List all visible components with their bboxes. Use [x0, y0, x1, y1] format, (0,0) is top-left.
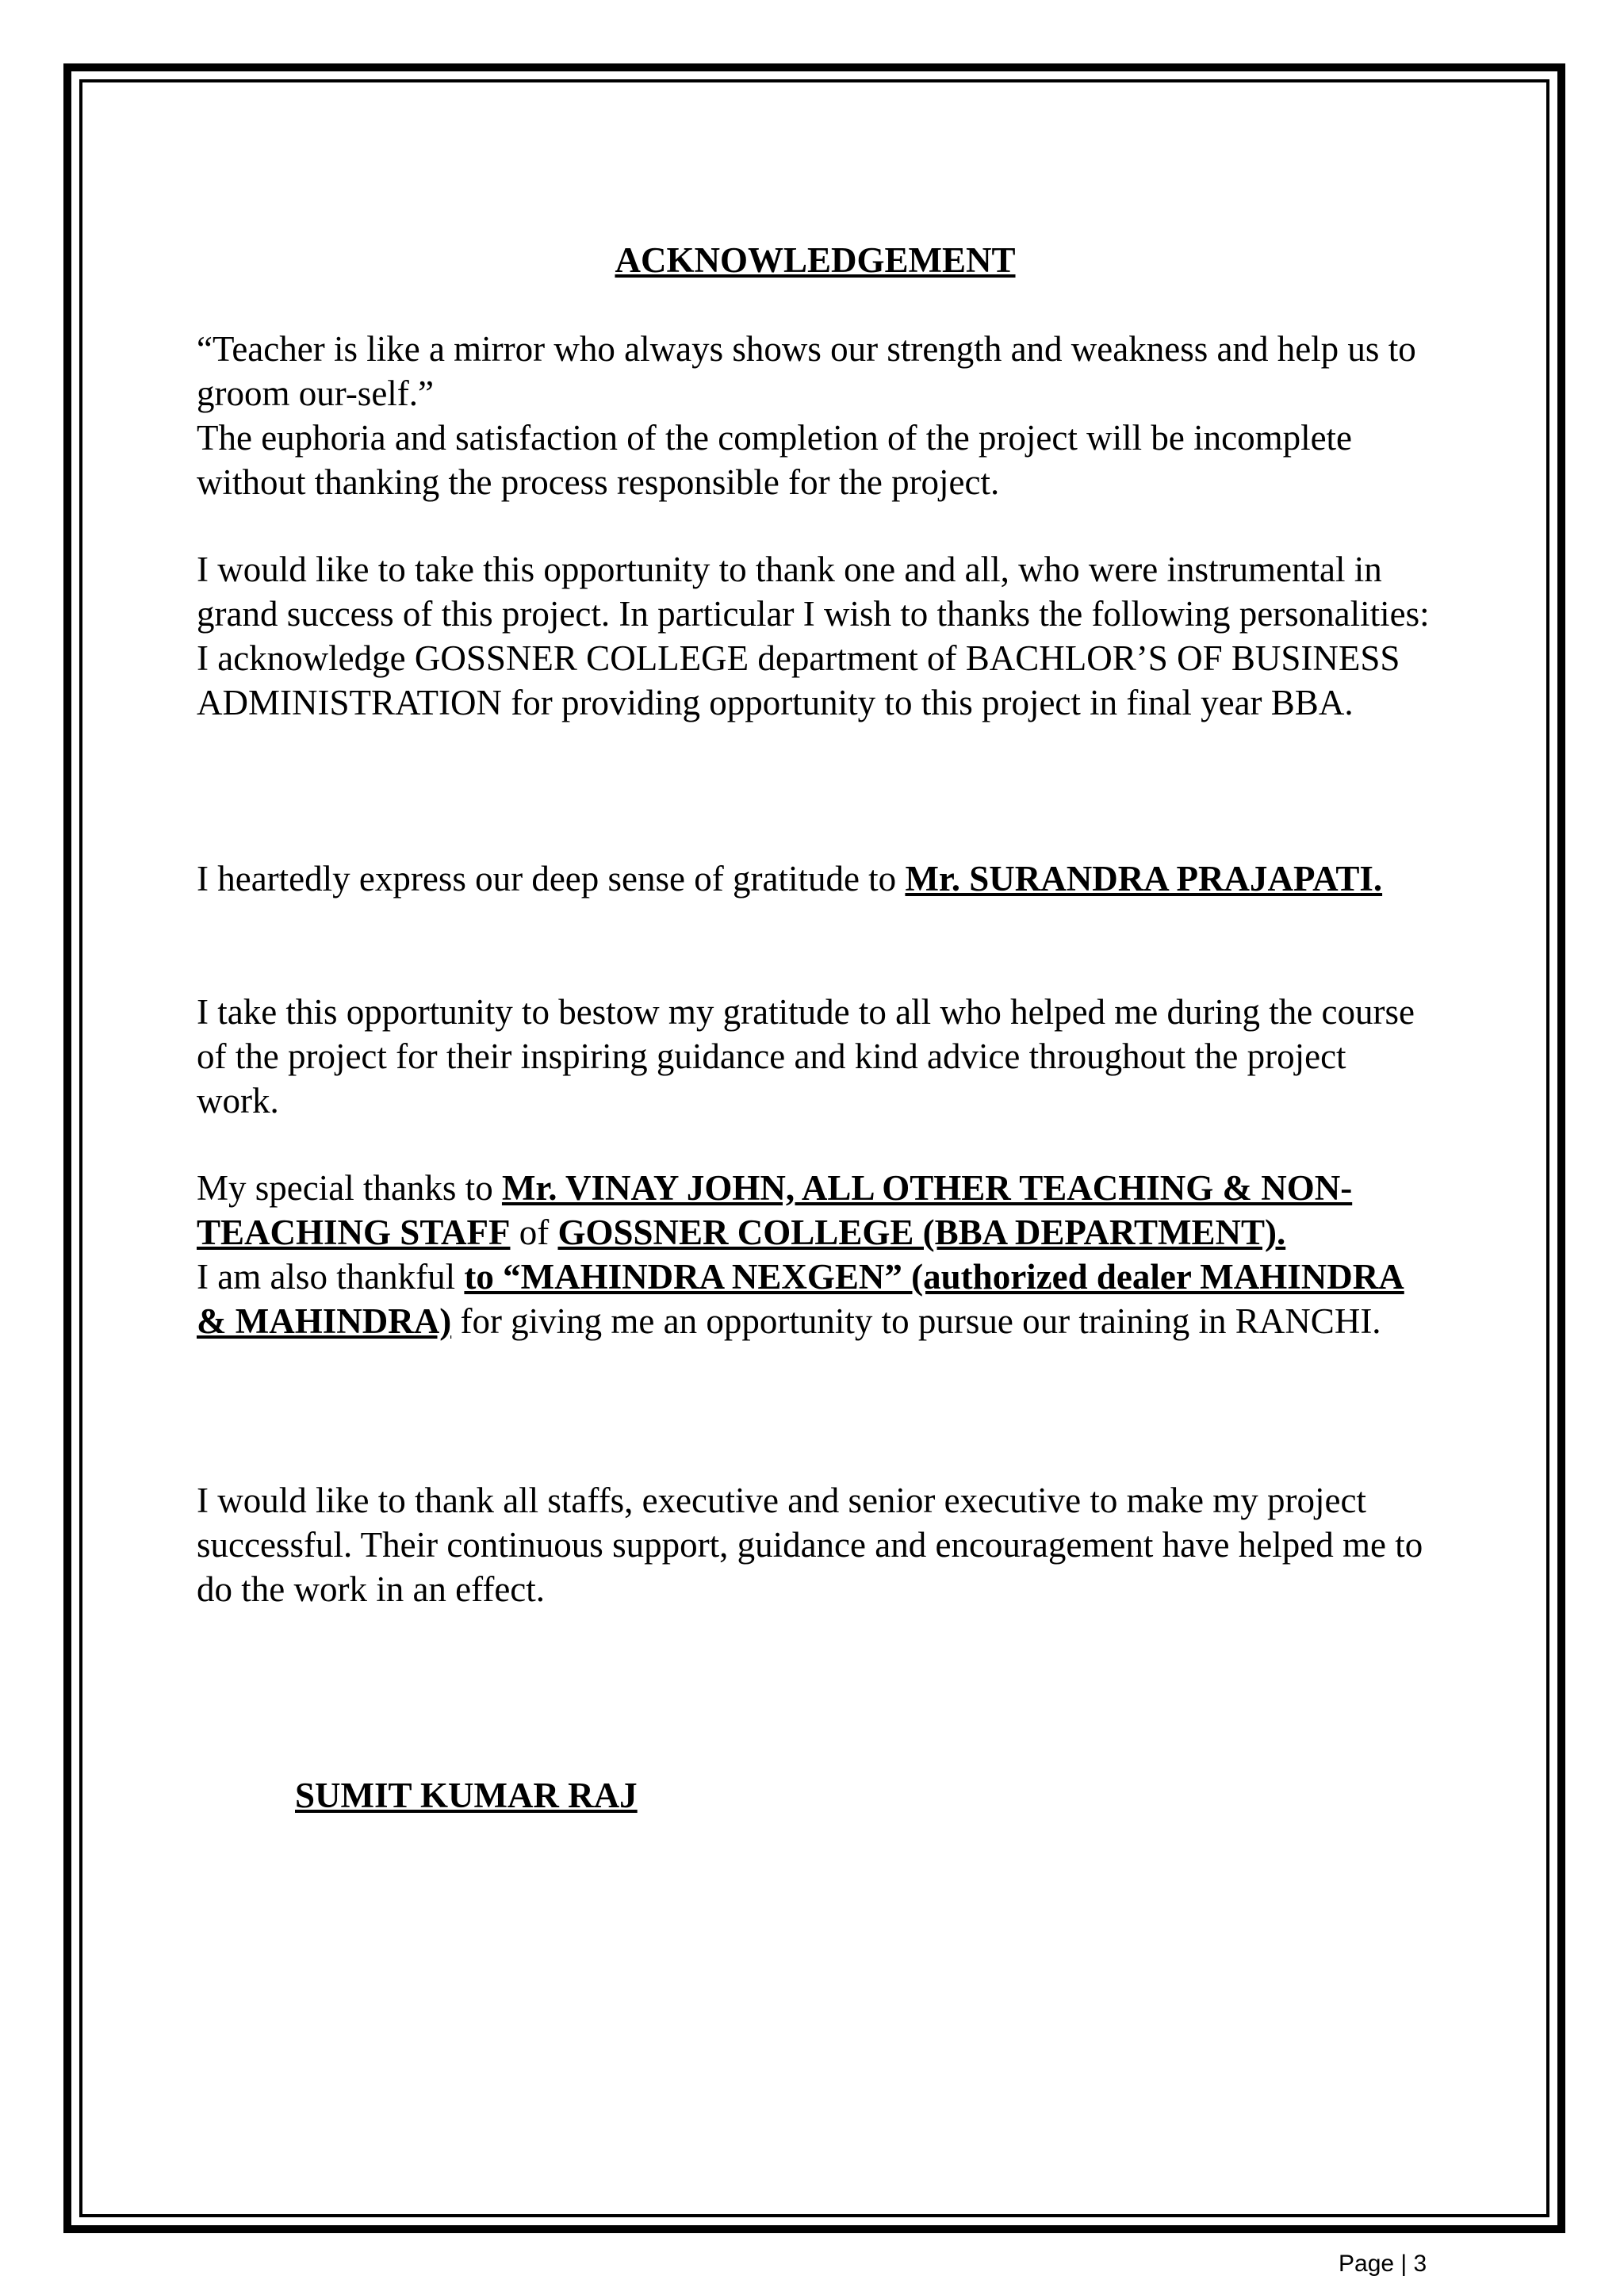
paragraph-closing: [197, 1478, 1434, 1611]
dealer-name: to “MAHINDRA NEXGEN” (authorized dealer MAHINDRA & MAHINDRA): [197, 1257, 1404, 1341]
paragraph-bestow: [197, 990, 1434, 1123]
special-thanks-mid: of: [510, 1213, 558, 1252]
special-thanks-prefix: My special thanks to: [197, 1168, 502, 1208]
thanks-text: I would like to take this opportunity to thank one and all, who were instrumental in grand success of this project. In particular I wish to thanks the following personalities:: [197, 550, 1430, 634]
paragraph-quote: [197, 327, 1434, 504]
quote-text: “Teacher is like a mirror who always shows our strength and weakness and help us to groom our-self.”: [197, 329, 1416, 413]
closing-text: I would like to thank all staffs, executive and senior executive to make my project successful. Their continuous support, guidance and encouragement have helped me to do the work in an effect.: [197, 1481, 1423, 1609]
intro-text: The euphoria and satisfaction of the completion of the project will be incomplete without thanking the process responsible for the project.: [197, 418, 1353, 502]
staff-names: Mr. VINAY JOHN, ALL OTHER TEACHING & NON-TEACHING STAFF: [197, 1168, 1353, 1252]
bestow-text: I take this opportunity to bestow my gratitude to all who helped me during the course of the project for their inspiring guidance and kind advice throughout the project work.: [197, 992, 1415, 1121]
page-number: Page | 3: [1339, 2251, 1427, 2277]
signature-name: SUMIT KUMAR RAJ: [295, 1776, 638, 1815]
gratitude-text: I heartedly express our deep sense of gratitude to: [197, 859, 906, 898]
dealer-prefix: I am also thankful: [197, 1257, 465, 1297]
guide-name: Mr. SURANDRA PRAJAPATI.: [905, 859, 1383, 898]
college-name: GOSSNER COLLEGE (BBA DEPARTMENT).: [557, 1213, 1286, 1252]
paragraph-thanks: [197, 547, 1434, 725]
document-title: ACKNOWLEDGEMENT: [615, 240, 1016, 280]
college-acknowledgement-text: I acknowledge GOSSNER COLLEGE department of BACHLOR’S OF BUSINESS ADMINISTRATION for providing opportunity to this project in final year BBA.: [197, 638, 1400, 722]
paragraph-gratitude: [197, 856, 1434, 901]
paragraph-special-thanks: [197, 1166, 1434, 1343]
dealer-suffix: for giving me an opportunity to pursue our training in RANCHI.: [451, 1301, 1381, 1341]
